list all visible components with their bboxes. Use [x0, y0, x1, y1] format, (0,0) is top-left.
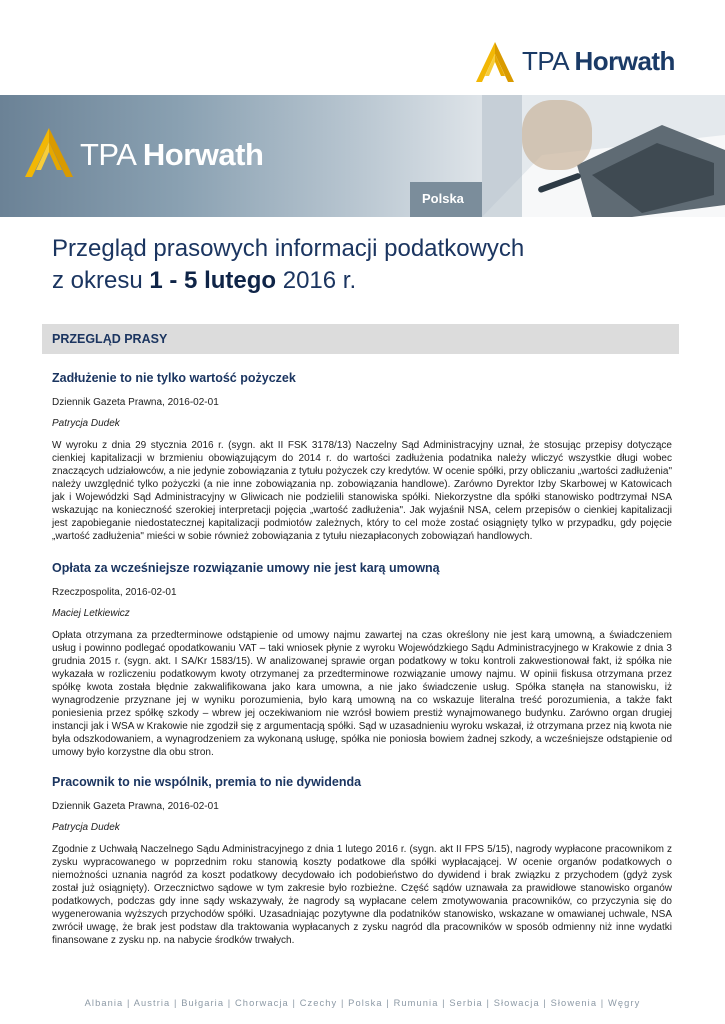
calculator-photo-illustration — [482, 95, 725, 217]
article-title: Opłata za wcześniejsze rozwiązanie umowy nie jest karą umowną — [52, 561, 440, 575]
article-source: Dziennik Gazeta Prawna, 2016-02-01 — [52, 397, 219, 408]
article-source: Rzeczpospolita, 2016-02-01 — [52, 587, 177, 598]
article-2 — [52, 561, 672, 759]
section-header-label: PRZEGLĄD PRASY — [52, 332, 168, 346]
country-label: Polska — [422, 191, 464, 206]
footer-country-list: Albania | Austria | Bułgaria | Chorwacja | Czechy | Polska | Rumunia | Serbia | Słowacja | Słowenia | Węgry — [84, 998, 641, 1008]
article-source: Dziennik Gazeta Prawna, 2016-02-01 — [52, 801, 219, 812]
banner-logo — [20, 125, 280, 185]
article-title: Zadłużenie to nie tylko wartość pożyczek — [52, 371, 296, 385]
tpa-triangle-logo-icon — [20, 125, 78, 181]
article-body: W wyroku z dnia 29 stycznia 2016 r. (sygn. akt II FSK 3178/13) Naczelny Sąd Administracyjny uznał, że stosując przepisy dotyczące cienkiej kapitalizacji w brzmieniu obowiązującym do 2014 r. do wartości zadłużenia podatnika należy wliczyć wszystkie długi wobec znaczących udziałowców, a nie jedynie zobowiązania z tytułu pożyczek czy kredytów. W ocenie spółki, przy obliczaniu „wartości zadłużenia" należy uwzględnić tylko pożyczki (a nie inne zobowiązania np. zobowiązania handlowe). Zarówno Dyrektor Izby Skarbowej w Katowicach jak i Wojewódzki Sąd Administracyjny w Gliwicach nie podzielili stanowiska spółki. Niekorzystne dla spółki stanowisko podtrzymał NSA wskazując na konieczność szerokiej interpretacji pojęcia „wartość zadłużenia". Jak wyjaśnił NSA, celem przepisów o cienkiej kapitalizacji jest zapobieganie niedostatecznej kapitalizacji podmiotów zależnych, który to cel może zostać osiągnięty tylko w przypadku, gdy pojęcie „wartość zadłużenia" mieści w sobie również zobowiązania z tytułu niezapłaconych zobowiązań handlowych. — [52, 440, 672, 542]
page-title-line2: z okresu 1 - 5 lutego 2016 r. — [52, 267, 357, 294]
header-brand-name: TPA Horwath — [522, 46, 675, 76]
article-3 — [52, 775, 672, 947]
article-1 — [52, 371, 672, 543]
banner-brand-name: TPA Horwath — [80, 137, 264, 172]
article-body: Zgodnie z Uchwałą Naczelnego Sądu Administracyjnego z dnia 1 lutego 2016 r. (sygn. akt II FPS 5/15), nagrody wypłacone pracownikom z zysku wypracowanego w poprzednim roku stanowią koszty podatkowe dla spółki wypłacającej. W ocenie organów podatkowych o niemożności uznania nagród za koszt podatkowy decydowało ich podobieństwo do dywidend i brak związku z przychodem (gdyż zysk został już osiągnięty). Orzecznictwo sądowe w tym zakresie było rozbieżne. Część sądów uznawała za prawidłowe stanowisko organów podatkowych, podczas gdy inne sądy wskazywały, że nagrody są wypłacane celem zmotywowania pracowników, co przyczynia się do wygenerowania wyższych przychodów spółki. Uzasadniając pozytywne dla podatników stanowisko, wskazane w omawianej uchwale, NSA zwrócił uwagę, że brak jest podstaw dla traktowania wypłacanych z zysku nagród dla pracowników w sposób odmienny niż inne wydatki finansowane z zysku np. na nabycie środków trwałych. — [52, 844, 672, 946]
hero-banner — [0, 95, 725, 217]
banner-photo — [482, 95, 725, 217]
page-title — [52, 233, 692, 297]
header-logo — [472, 40, 682, 88]
page-title-line1: Przegląd prasowych informacji podatkowych — [52, 235, 525, 262]
article-author: Patrycja Dudek — [52, 822, 120, 833]
article-body: Opłata otrzymana za przedterminowe odstąpienie od umowy najmu zawartej na czas określony nie jest karą umowną, a świadczeniem usług i powinno podlegać opodatkowaniu VAT – taki wniosek płynie z wyroku Wojewódzkiego Sądu Administracyjnego w Krakowie z dnia 3 grudnia 2015 r. (sygn. akt. I SA/Kr 1583/15). W analizowanej sprawie organ podatkowy w toku kontroli zakwestionował fakt, iż spółka nie wykazała w rozliczeniu podatkowym kwoty otrzymanej za przedterminowe rozwiązanie umowy najmu. W opinii fiskusa otrzymana przez spółkę kwota została błędnie zakwalifikowana jako kara umowna, a nie jako świadczenie usług. Spółka stanęła na stanowisku, iż wynagrodzenie przyznane jej w wyniku porozumienia, było karą umowną na co wskazuje literalna treść porozumienia, a także fakt poniesienia przez spółkę szkody – wbrew jej oczekiwaniom nie wzrósł bowiem prestiż wynajmowanego budynku. Zarówno organ drugiej instancji jak i WSA w Krakowie nie zgodził się z argumentacją spółki. Sąd w uzasadnieniu wyroku wskazał, iż otrzymana przez nią kwota nie była odszkodowaniem, a wynagrodzeniem za wykonaną usługę, spółka nie poniosła bowiem żadnej szkody, a wcześniejsze odstąpienie od umowy było korzystne dla obu stron. — [52, 630, 672, 758]
article-author: Maciej Letkiewicz — [52, 608, 130, 619]
article-author: Patrycja Dudek — [52, 418, 120, 429]
article-title: Pracownik to nie wspólnik, premia to nie dywidenda — [52, 775, 362, 789]
section-header — [42, 324, 679, 354]
tpa-triangle-logo-icon — [472, 40, 518, 86]
